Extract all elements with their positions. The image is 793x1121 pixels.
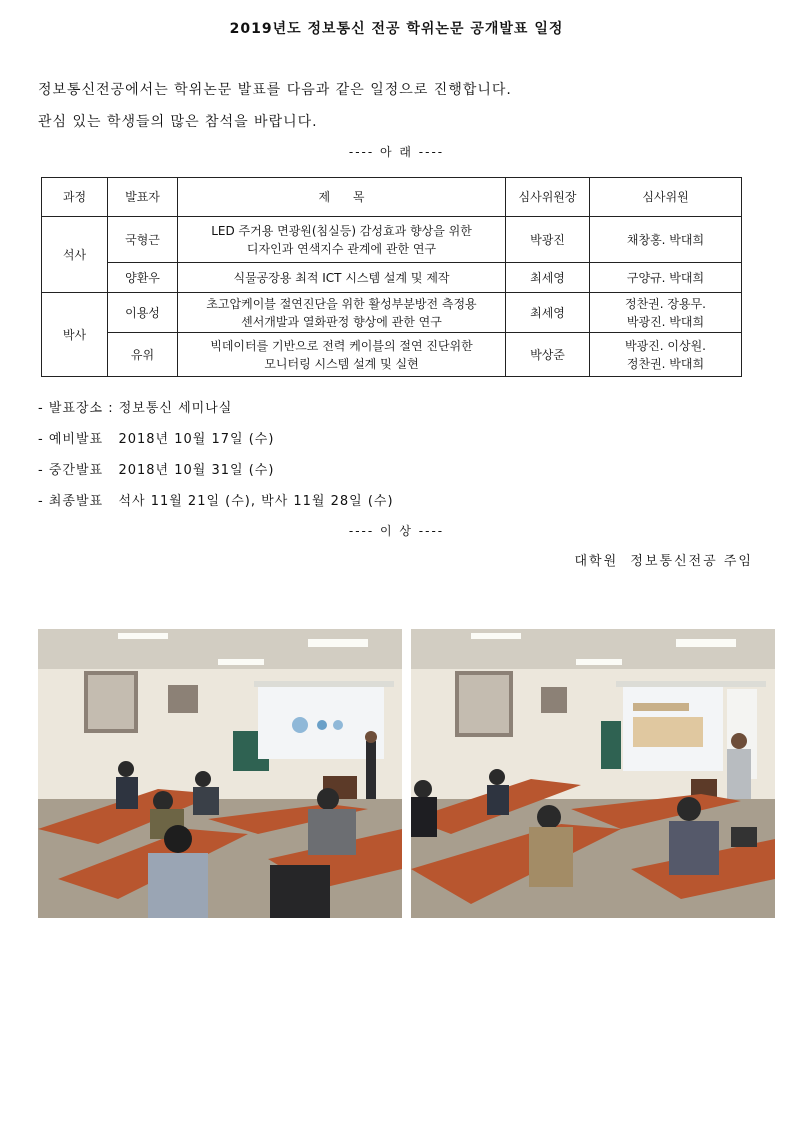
- signature: 대학원 정보통신전공 주임: [574, 554, 753, 569]
- seminar-photo-2-illustration: [411, 629, 775, 918]
- intro-line-1: 정보통신전공에서는 학위논문 발표를 다음과 같은 일정으로 진행합니다.: [38, 82, 512, 98]
- title-cell: 식물공장용 최적 ICT 시스템 설계 및 제작: [178, 263, 506, 293]
- presenter-cell: 유위: [108, 333, 178, 377]
- chair-cell: 최세영: [506, 263, 590, 293]
- members-cell: [590, 293, 742, 333]
- table-row: [42, 263, 742, 293]
- schedule-table: [41, 177, 742, 377]
- presenter-cell: 양환우: [108, 263, 178, 293]
- table-row: [42, 293, 742, 333]
- title-line: 빅데이터를 기반으로 전력 케이블의 절연 진단위한: [210, 338, 473, 353]
- members-cell: [590, 333, 742, 377]
- title-line: 초고압케이블 절연진단을 위한 활성부분방전 측정용: [206, 296, 477, 311]
- title-line: LED 주거용 면광원(침실등) 감성효과 향상을 위한: [211, 223, 472, 238]
- title-cell: [178, 293, 506, 333]
- title-cell: [178, 333, 506, 377]
- chair-cell: 박상준: [506, 333, 590, 377]
- seminar-photo-1-illustration: [38, 629, 402, 918]
- members-cell: 구양규. 박대희: [590, 263, 742, 293]
- members-line: 정찬권. 박대희: [626, 356, 705, 371]
- seminar-photo-1: [38, 629, 402, 918]
- header-members: 심사위원: [590, 178, 742, 217]
- header-title: 제 목: [178, 178, 506, 217]
- members-line: 박광진. 박대희: [626, 314, 705, 329]
- table-row: [42, 333, 742, 377]
- members-cell: 채창홍. 박대희: [590, 217, 742, 263]
- presenter-cell: 국형근: [108, 217, 178, 263]
- title-line: 디자인과 연색지수 관계에 관한 연구: [246, 241, 437, 256]
- header-course: 과정: [42, 178, 108, 217]
- schedule-preliminary: - 예비발표 2018년 10월 17일 (수): [38, 432, 275, 447]
- table-row: [42, 217, 742, 263]
- seminar-photo-2: [411, 629, 775, 918]
- chair-cell: 최세영: [506, 293, 590, 333]
- course-cell: 박사: [42, 293, 108, 377]
- schedule-venue: - 발표장소 : 정보통신 세미나실: [38, 401, 233, 416]
- document-title: 2019년도 정보통신 전공 학위논문 공개발표 일정: [229, 21, 564, 37]
- intro-line-2: 관심 있는 학생들의 많은 참석을 바랍니다.: [38, 114, 318, 130]
- members-line: 박광진. 이상원.: [625, 338, 706, 353]
- end-marker: ---- 이 상 ----: [348, 524, 445, 538]
- below-marker: ---- 아 래 ----: [348, 145, 445, 159]
- title-line: 센서개발과 열화판정 향상에 관한 연구: [241, 314, 442, 329]
- table-header-row: [42, 178, 742, 217]
- chair-cell: 박광진: [506, 217, 590, 263]
- presenter-cell: 이용성: [108, 293, 178, 333]
- members-line: 정찬권. 장용무.: [625, 296, 706, 311]
- header-chair: 심사위원장: [506, 178, 590, 217]
- title-cell: [178, 217, 506, 263]
- schedule-final: - 최종발표 석사 11월 21일 (수), 박사 11월 28일 (수): [38, 494, 394, 509]
- course-cell: 석사: [42, 217, 108, 293]
- schedule-midterm: - 중간발표 2018년 10월 31일 (수): [38, 463, 275, 478]
- header-presenter: 발표자: [108, 178, 178, 217]
- title-line: 모니터링 시스템 설계 및 실현: [264, 356, 419, 371]
